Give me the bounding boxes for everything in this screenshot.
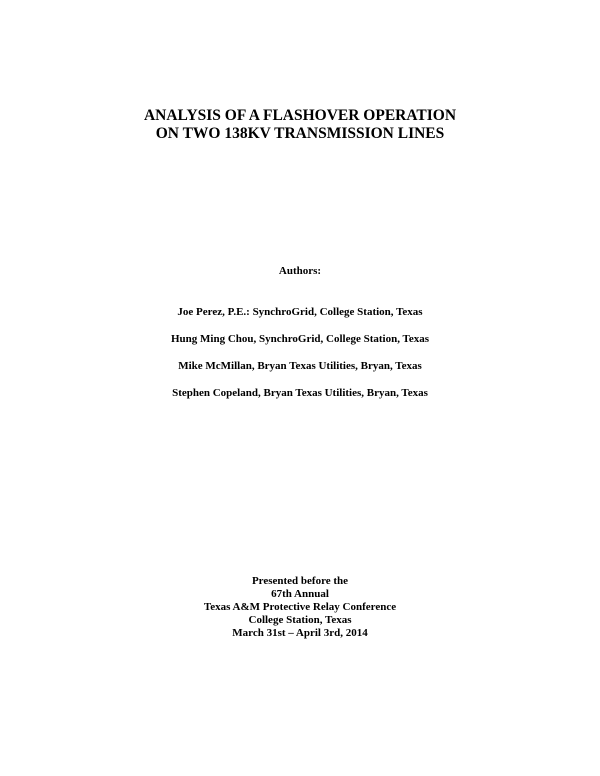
authors-heading: Authors: (278, 265, 322, 277)
author-entry: Joe Perez, P.E.: SynchroGrid, College Station, Texas (177, 306, 423, 318)
author-entry: Stephen Copeland, Bryan Texas Utilities, Bryan, Texas (172, 387, 428, 399)
conference-location: College Station, Texas (248, 614, 352, 626)
conference-edition: 67th Annual (271, 588, 329, 600)
conference-name: Texas A&M Protective Relay Conference (203, 601, 397, 613)
presentation-info (0, 575, 600, 640)
paper-title (0, 107, 600, 143)
author-entry: Hung Ming Chou, SynchroGrid, College Station, Texas (170, 333, 430, 345)
title-line-1: ANALYSIS OF A FLASHOVER OPERATION (143, 107, 457, 124)
author-entry: Mike McMillan, Bryan Texas Utilities, Bryan, Texas (178, 360, 422, 372)
conference-dates: March 31st – April 3rd, 2014 (232, 627, 368, 639)
title-line-2: ON TWO 138KV TRANSMISSION LINES (155, 125, 445, 142)
presented-line: Presented before the (251, 575, 349, 587)
